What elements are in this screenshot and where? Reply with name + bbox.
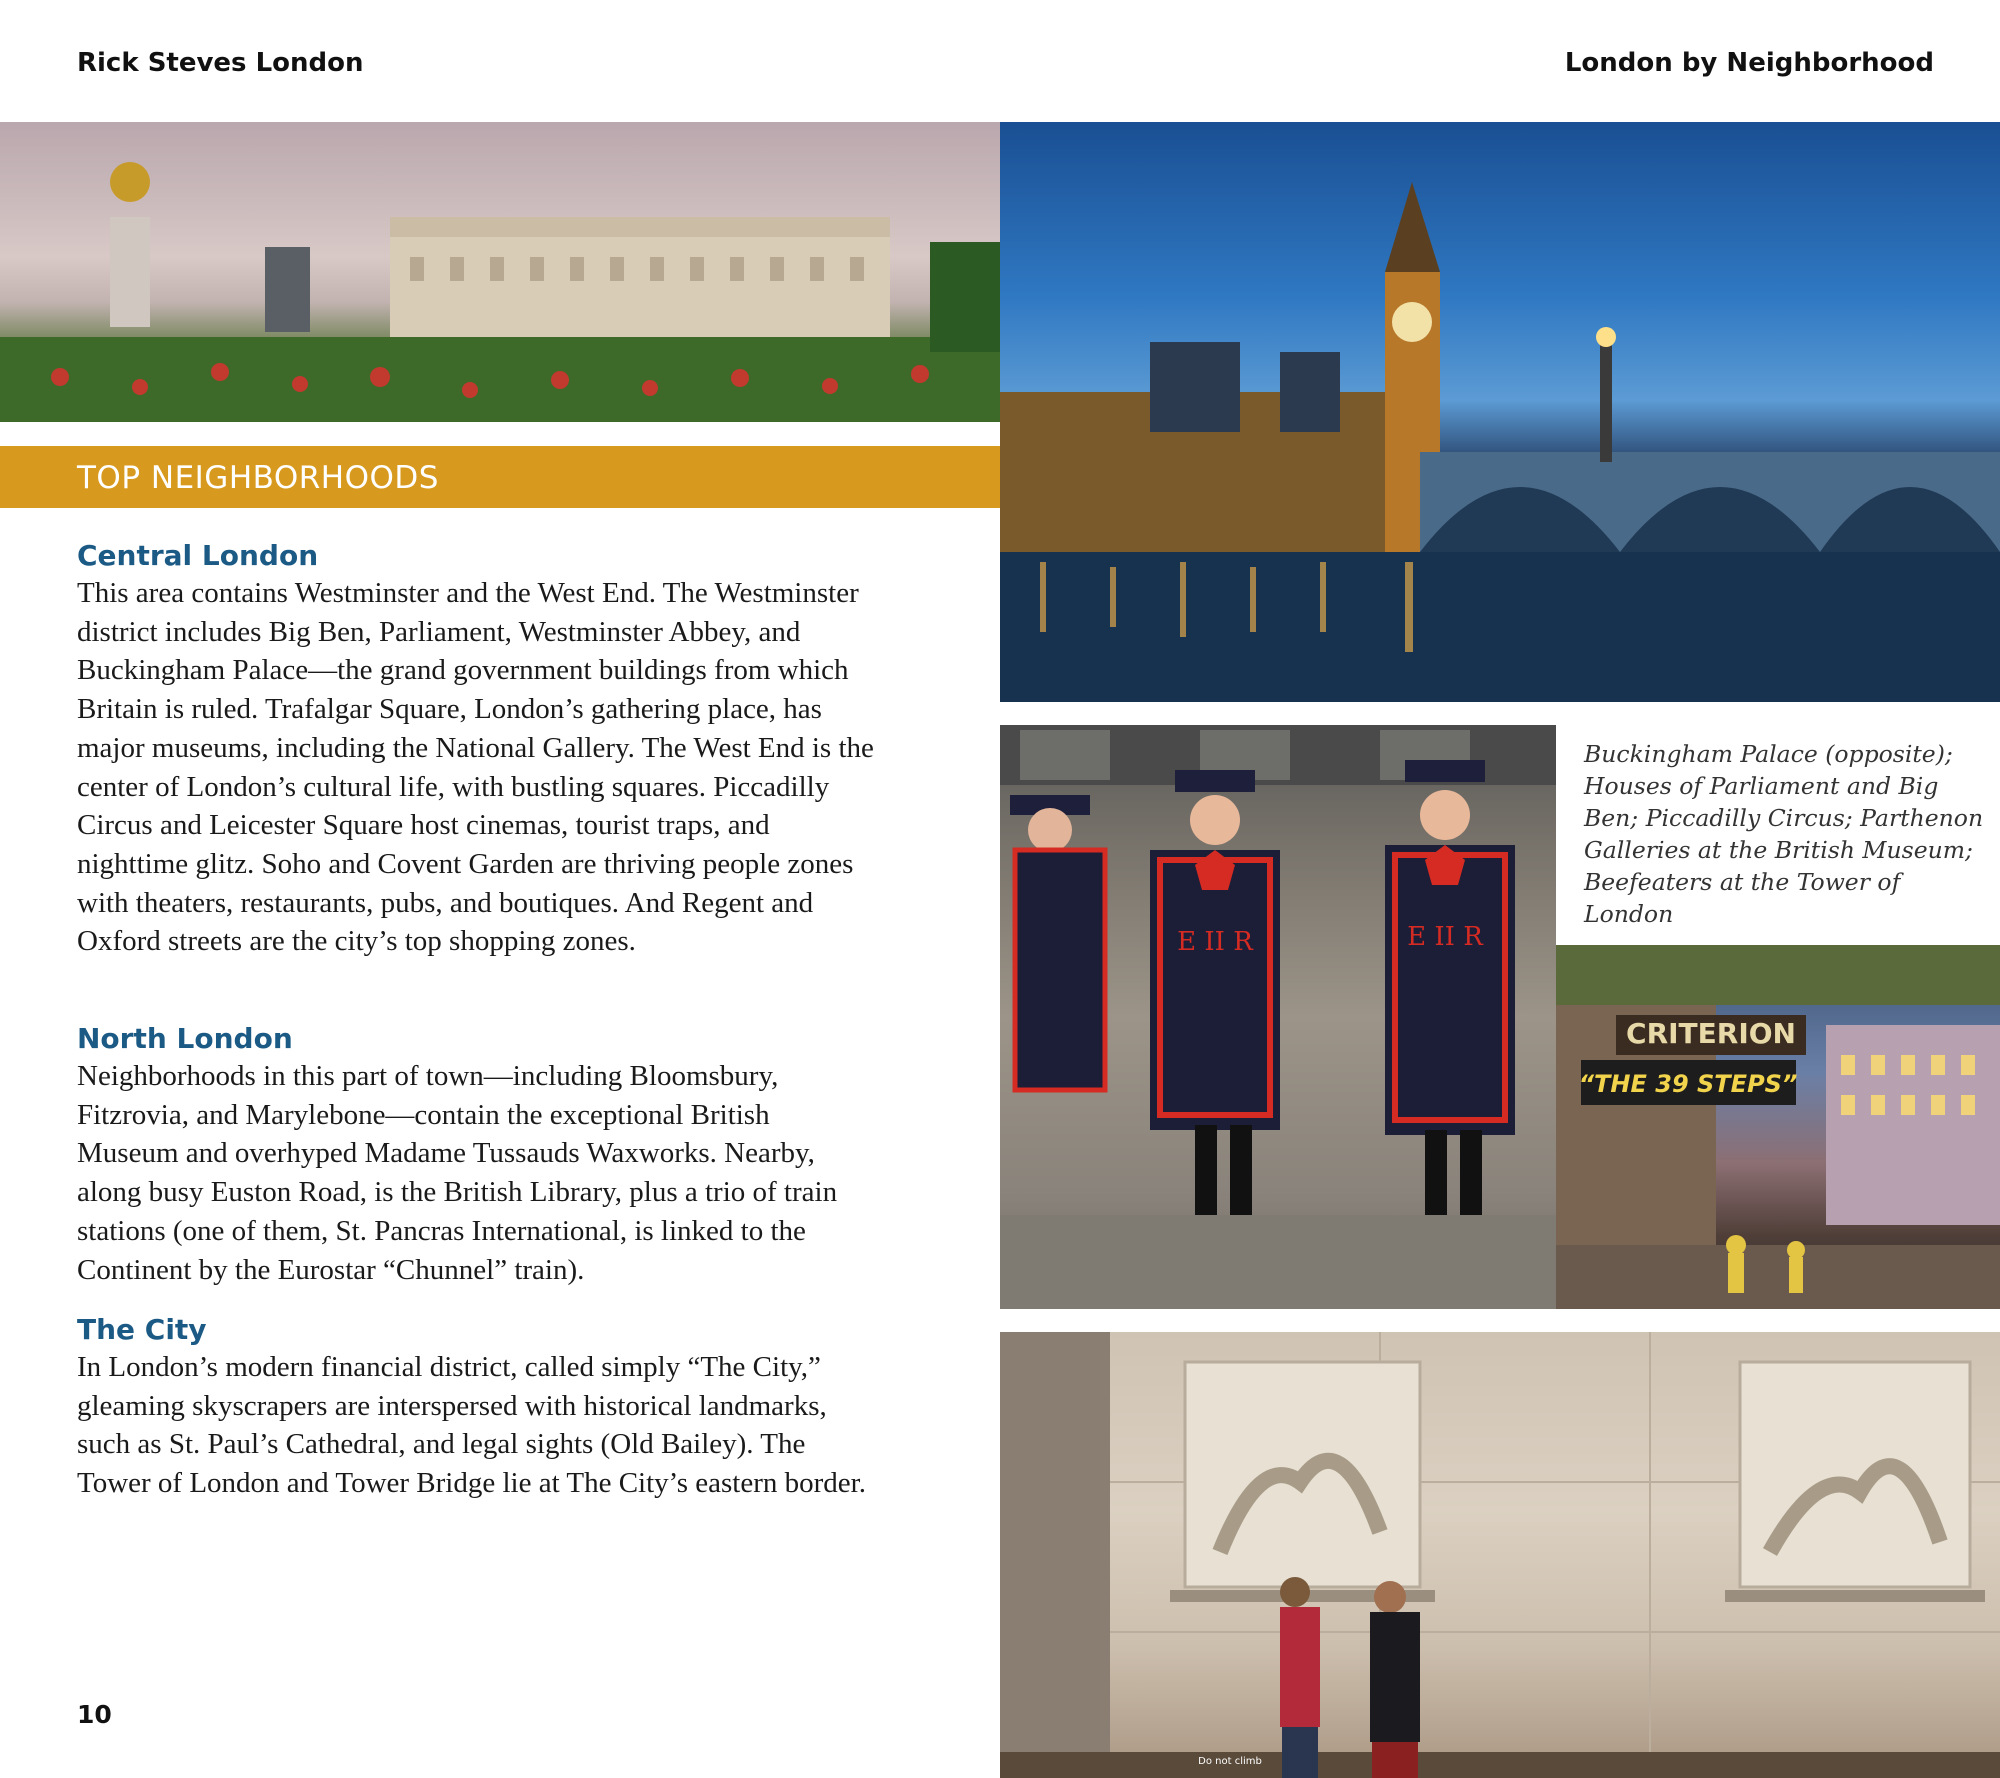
photo-big-ben-parliament (1000, 122, 2000, 702)
neighborhood-the-city (77, 1312, 877, 1503)
page-number: 10 (77, 1700, 112, 1729)
section-title: TOP NEIGHBORHOODS (77, 460, 439, 496)
photo-buckingham-palace (0, 122, 1000, 422)
criterion-sign: CRITERION (1626, 1017, 1796, 1050)
photo-parthenon-galleries (1000, 1332, 2000, 1778)
photo-caption: Buckingham Palace (opposite); Houses of Parliament and Big Ben; Piccadilly Circus; Parthenon Galleries at the British Museum; Beefeaters at the Tower of London (1584, 740, 1984, 928)
photo-beefeaters (1000, 725, 1556, 1309)
running-head-right: London by Neighborhood (1564, 48, 1934, 78)
neighborhood-heading: The City (77, 1313, 207, 1346)
beefeater-cipher-left: E II R (1177, 927, 1253, 957)
section-banner (0, 446, 1000, 508)
running-head-left: Rick Steves London (77, 48, 364, 78)
neighborhood-heading: North London (77, 1022, 293, 1055)
photo-piccadilly-circus (1556, 945, 2000, 1309)
neighborhood-text: Neighborhoods in this part of town—including Bloomsbury, Fitzrovia, and Marylebone—contain the exceptional British Museum and overhyped Madame Tussauds Waxworks. Nearby, along busy Euston Road, is the British Library, plus a trio of train stations (one of them, St. Pancras International, is linked to the Continent by the Eurostar “Chunnel” train). (77, 1060, 838, 1286)
marquee-sign: “THE 39 STEPS” (1578, 1070, 1798, 1098)
beefeater-cipher-right: E II R (1407, 922, 1483, 952)
neighborhood-text: This area contains Westminster and the West End. The Westminster district includes Big Ben, Parliament, Westminster Abbey, and Buckingham Palace—the grand government buildings from which Britain is ruled. Trafalgar Square, London’s gathering place, has major museums, including the National Gallery. The West End is the center of London’s cultural life, with bustling squares. Piccadilly Circus and Leicester Square host cinemas, tourist traps, and nighttime glitz. Soho and Covent Garden are thriving people zones with theaters, restaurants, pubs, and boutiques. And Regent and Oxford streets are the city’s top shopping zones. (77, 577, 874, 958)
neighborhood-text: In London’s modern financial district, called simply “The City,” gleaming skyscrapers are interspersed with historical landmarks, such as St. Paul’s Cathedral, and legal sights (Old Bailey). The Tower of London and Tower Bridge lie at The City’s eastern border. (77, 1351, 866, 1500)
neighborhood-central-london (77, 538, 877, 961)
museum-notice: Do not climb (1198, 1756, 1262, 1767)
neighborhood-heading: Central London (77, 539, 319, 572)
neighborhood-north-london (77, 1021, 877, 1289)
